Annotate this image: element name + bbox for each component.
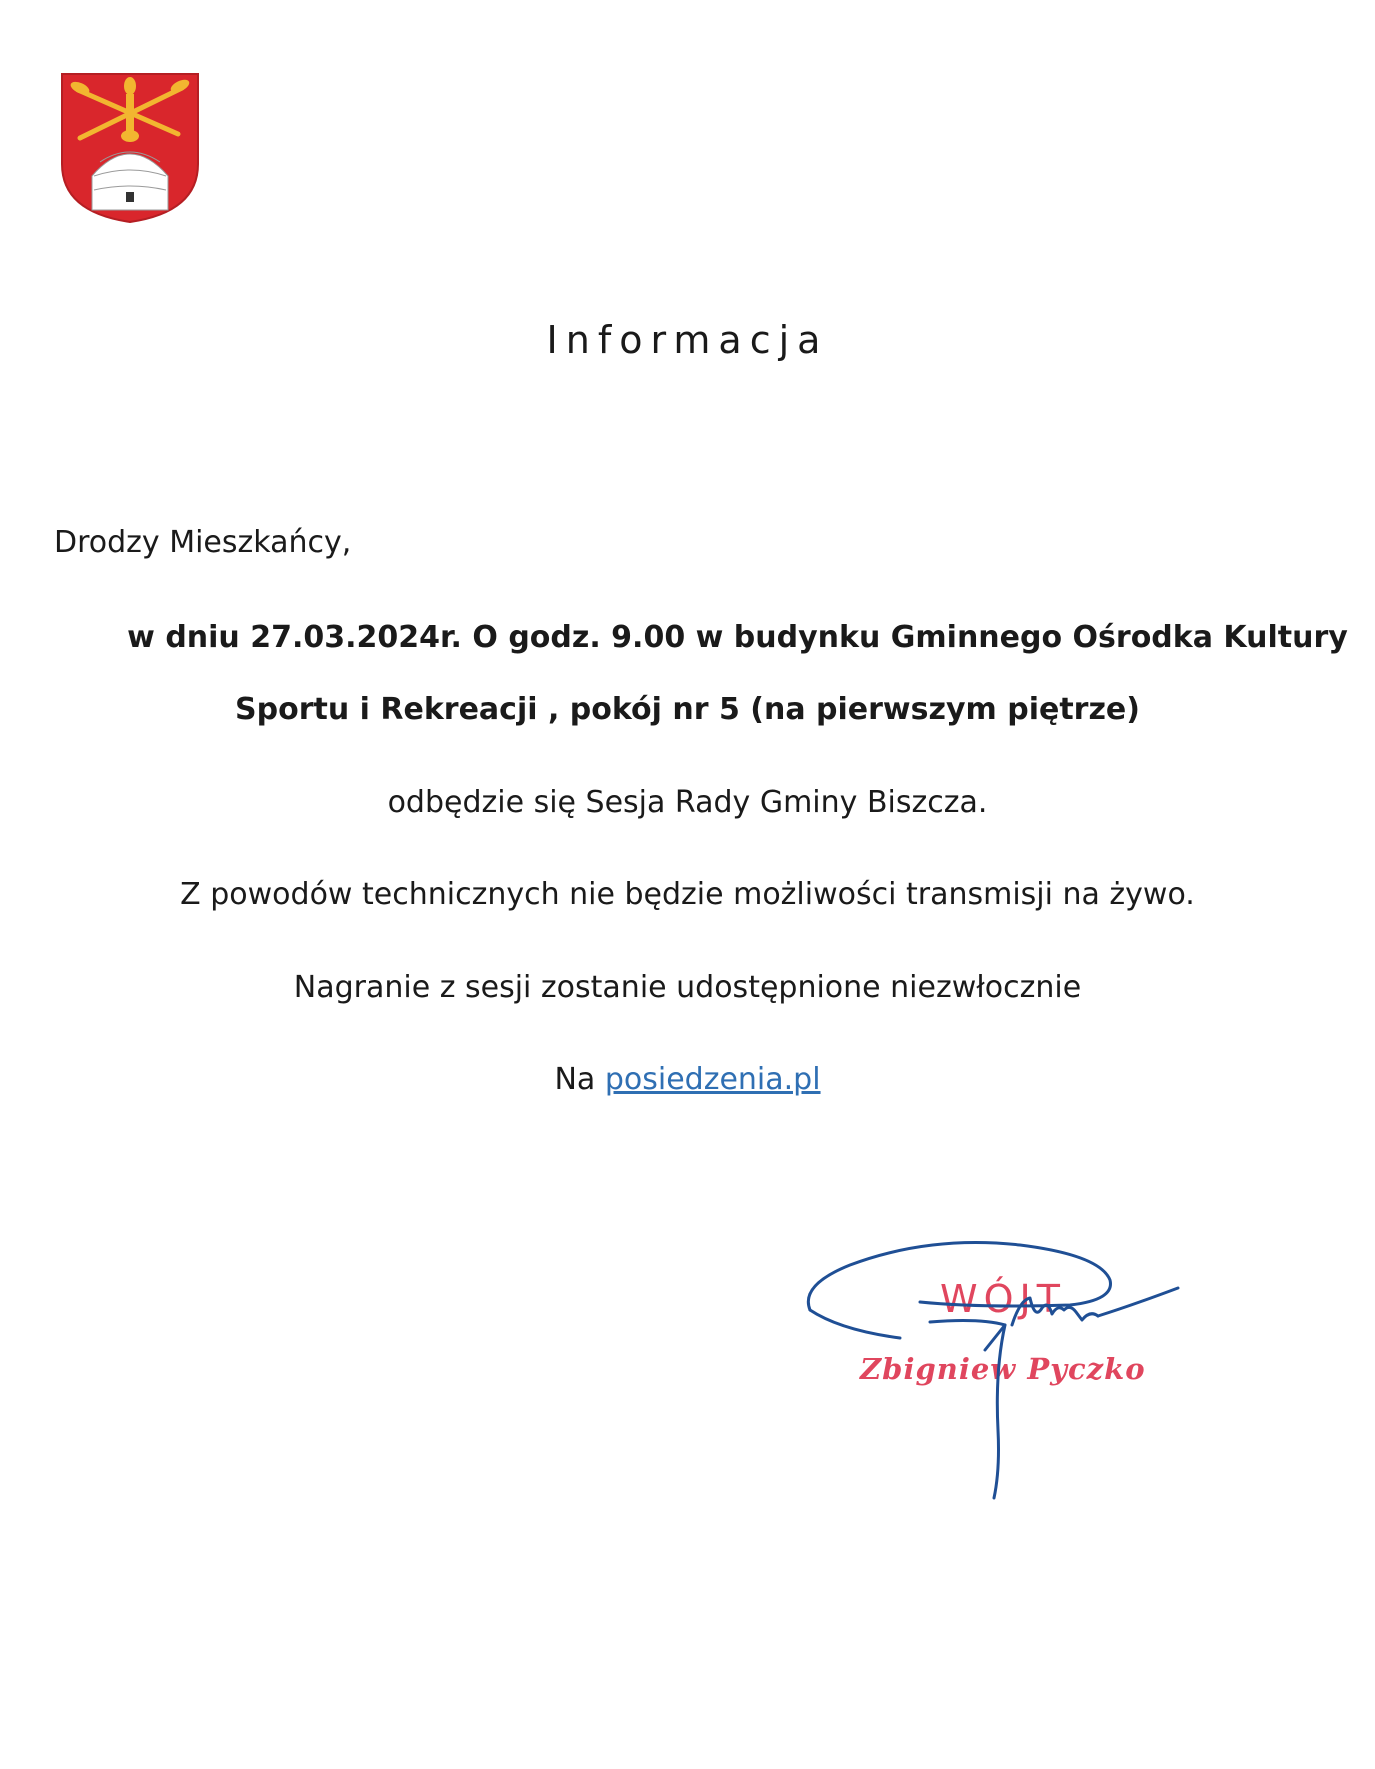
no-broadcast-notice: Z powodów technicznych nie będzie możliwości transmisji na żywo. (180, 877, 1195, 912)
document-title: Informacja (546, 318, 829, 362)
greeting: Drodzy Mieszkańcy, (54, 525, 352, 560)
handwritten-signature (780, 1230, 1200, 1510)
recording-notice: Nagranie z sesji zostanie udostępnione niezwłocznie (293, 970, 1082, 1005)
stamp-title: WÓJT (940, 1277, 1066, 1321)
session-announcement: odbędzie się Sesja Rady Gminy Biszcza. (387, 785, 988, 820)
link-prefix: Na (554, 1062, 596, 1097)
session-location-line: Sportu i Rekreacji , pokój nr 5 (na pierwszym piętrze) (235, 692, 1140, 727)
session-date-line: w dniu 27.03.2024r. O godz. 9.00 w budynku Gminnego Ośrodka Kultury (127, 620, 1348, 655)
coat-of-arms-logo (60, 72, 200, 224)
stamp-name: Zbigniew Pyczko (860, 1352, 1146, 1386)
posiedzenia-link[interactable]: posiedzenia.pl (604, 1062, 821, 1097)
recording-link-line (0, 1062, 1375, 1097)
